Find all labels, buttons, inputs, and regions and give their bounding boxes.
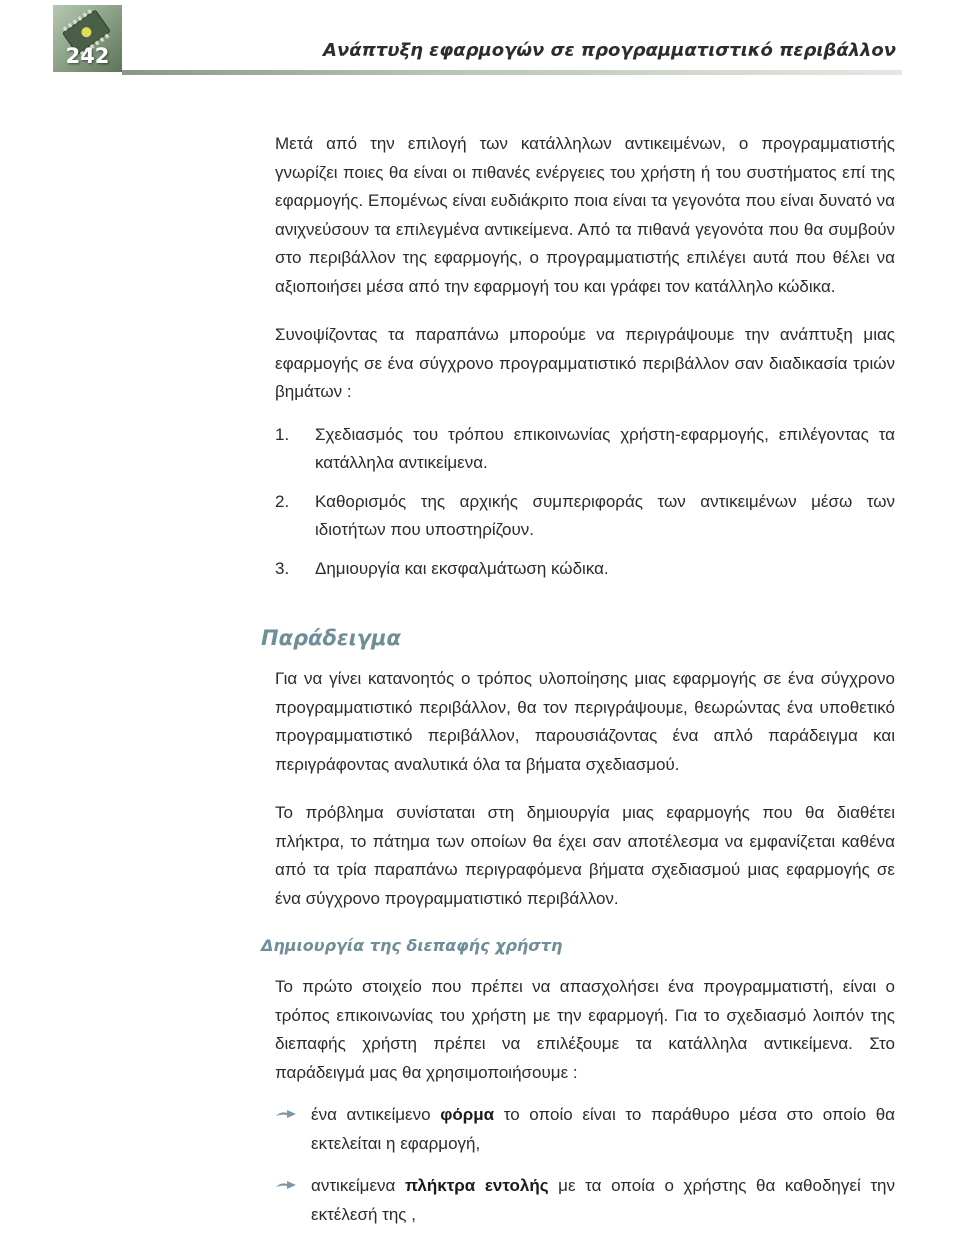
step-number: 2. bbox=[275, 491, 290, 511]
page-number: 242 bbox=[65, 44, 110, 68]
bullet-text: ένα αντικείμενο bbox=[311, 1105, 441, 1124]
bullet-term: φόρμα bbox=[440, 1105, 495, 1124]
steps-list bbox=[275, 421, 895, 584]
running-title: Ανάπτυξη εφαρμογών σε προγραμματιστικό περιβάλλον bbox=[323, 40, 896, 61]
ui-section-heading: Δημιουργία της διεπαφής χρήστη bbox=[261, 936, 563, 955]
summary-paragraph: Συνοψίζοντας τα παραπάνω μπορούμε να περιγράψουμε την ανάπτυξη μιας εφαρμογής σε ένα σύγχρονο προγραμματιστικό περιβάλλον σαν διαδικασία τριών βημάτων : bbox=[275, 325, 895, 401]
bullet-text: με τα οποία ο χρήστης θα καθοδηγεί την εκτέλεσή της , bbox=[311, 1176, 896, 1224]
page-content bbox=[261, 130, 896, 1243]
list-item bbox=[275, 1172, 895, 1229]
list-item bbox=[275, 555, 895, 584]
step-number: 3. bbox=[275, 558, 290, 578]
bullet-text: αντικείμενα bbox=[311, 1176, 405, 1195]
step-text: Σχεδιασμός του τρόπου επικοινωνίας χρήστη-εφαρμογής, επιλέγοντας τα κατάλληλα αντικείμενα. bbox=[315, 424, 895, 472]
list-item bbox=[275, 488, 895, 545]
arrow-bullet-icon bbox=[275, 1179, 297, 1191]
example-heading: Παράδειγμα bbox=[261, 626, 401, 650]
example-paragraph: Για να γίνει κατανοητός ο τρόπος υλοποίησης μιας εφαρμογής σε ένα σύγχρονο προγραμματιστικό περιβάλλον, θα τον περιγράψουμε, θεωρώντας ένα υποθετικό προγραμματιστικό περιβάλλον, παρουσιάζοντας ένα απλό παράδειγμα και περιγράφοντας αναλυτικά όλα τα βήματα σχεδιασμού. bbox=[275, 669, 895, 774]
bullet-text: το οποίο είναι το παράθυρο μέσα στο οποίο θα εκτελείται η εφαρμογή, bbox=[311, 1105, 895, 1153]
header-rule bbox=[122, 70, 902, 75]
page-badge bbox=[53, 5, 122, 72]
problem-paragraph: Το πρόβλημα συνίσταται στη δημιουργία μιας εφαρμογής που θα διαθέτει πλήκτρα, το πάτημα των οποίων θα έχει σαν αποτέλεσμα να εμφανίζεται καθένα από τα τρία παραπάνω περιγραφόμενα βήματα σχεδιασμού μιας εφαρμογής σε ένα σύγχρονο προγραμματιστικό περιβάλλον. bbox=[275, 803, 895, 908]
arrow-bullet-icon bbox=[275, 1108, 297, 1120]
step-number: 1. bbox=[275, 424, 290, 444]
ui-section-paragraph: Το πρώτο στοιχείο που πρέπει να απασχολήσει ένα προγραμματιστή, είναι ο τρόπος επικοινωνίας του χρήστη με την εφαρμογή. Για το σχεδιασμό λοιπόν της διεπαφής χρήστη πρέπει να επιλέξουμε τα κατάλληλα αντικείμενα. Στο παράδειγμά μας θα χρησιμοποιήσουμε : bbox=[275, 977, 895, 1082]
page-header bbox=[0, 0, 960, 80]
list-item bbox=[275, 1101, 895, 1158]
bullet-term: πλήκτρα εντολής bbox=[405, 1176, 549, 1195]
step-text: Καθορισμός της αρχικής συμπεριφοράς των αντικειμένων μέσω των ιδιοτήτων που υποστηρίζουν. bbox=[315, 491, 895, 539]
step-text: Δημιουργία και εκσφαλμάτωση κώδικα. bbox=[315, 558, 609, 578]
objects-list bbox=[275, 1101, 895, 1229]
intro-paragraph: Μετά από την επιλογή των κατάλληλων αντικειμένων, ο προγραμματιστής γνωρίζει ποιες θα είναι οι πιθανές ενέργειες του χρήστη ή του συστήματος επί της εφαρμογής. Επομένως είναι ευδιάκριτο ποια είναι τα γεγονότα που είναι δυνατό να ανιχνεύσουν τα επιλεγμένα αντικείμενα. Από τα πιθανά γεγονότα που θα συμβούν στο περιβάλλον της εφαρμογής, ο προγραμματιστής επιλέγει αυτά που θέλει να αξιοποιήσει μέσα από την εφαρμογή του και γράφει τον κατάλληλο κώδικα. bbox=[275, 134, 895, 296]
list-item bbox=[275, 421, 895, 478]
